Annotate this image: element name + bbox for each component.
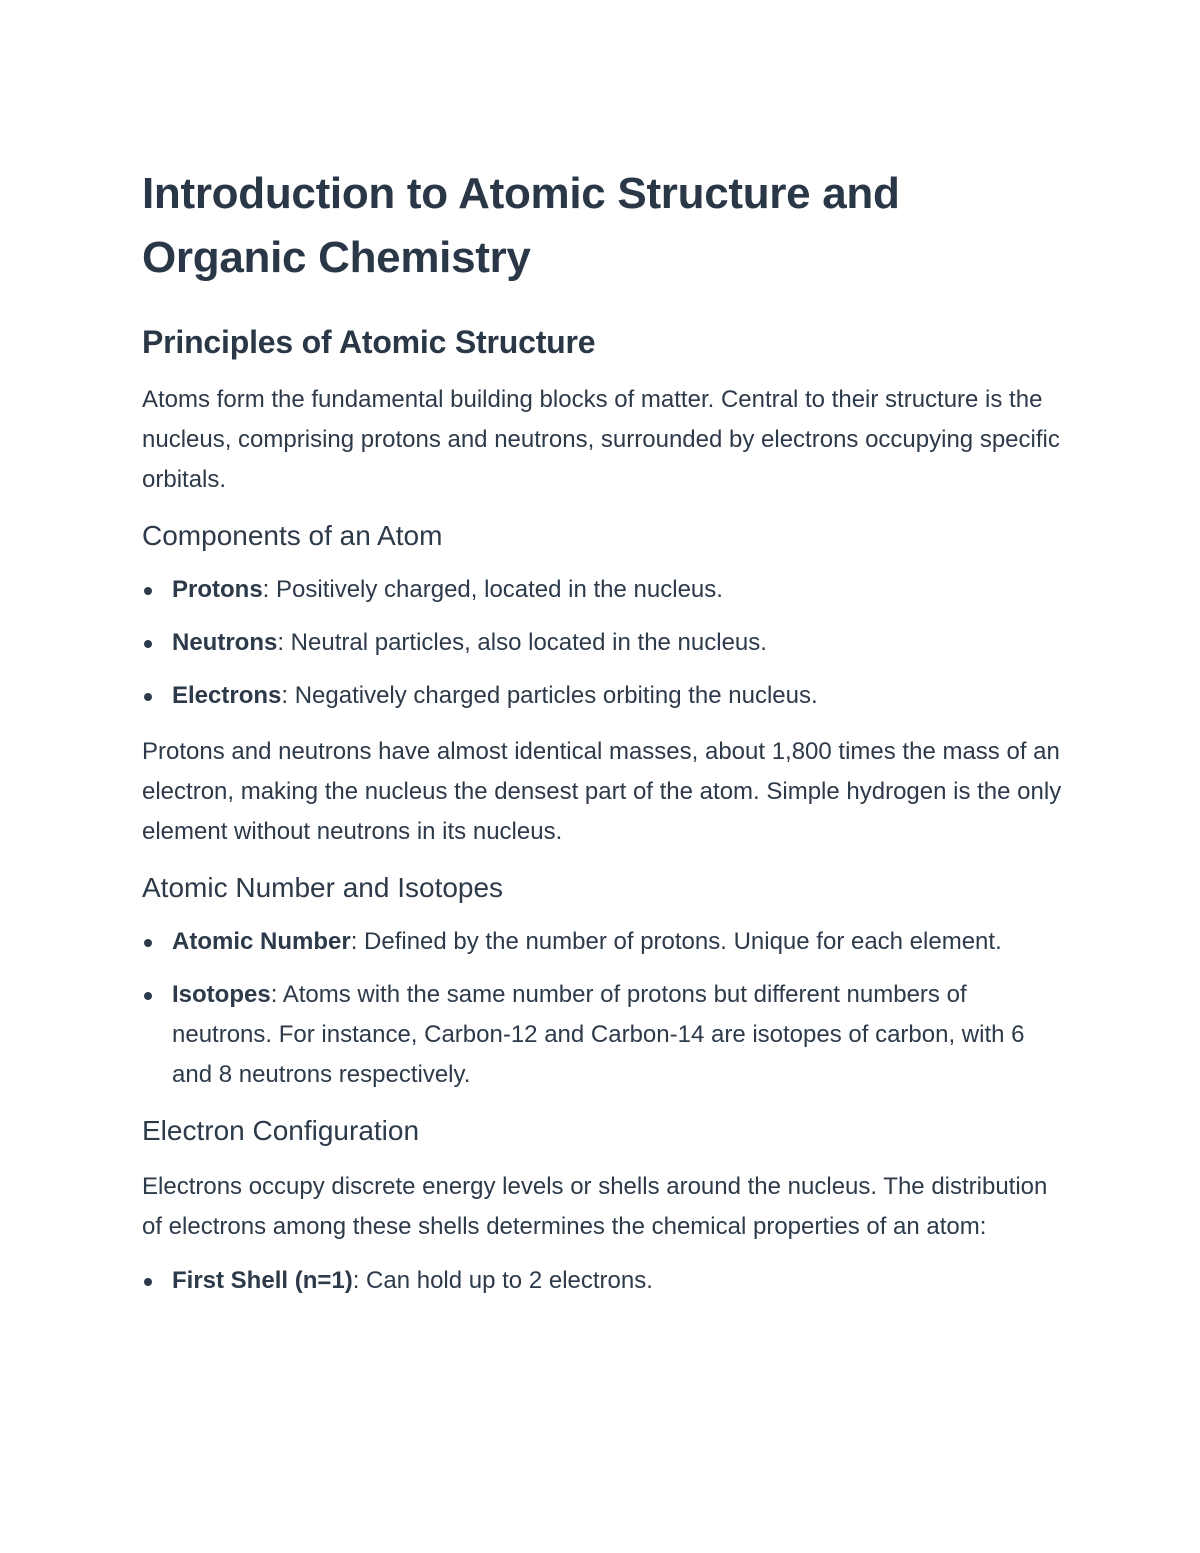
list-item-term: Electrons — [172, 682, 282, 709]
bullet-icon — [144, 640, 152, 648]
list-item-term: Protons — [172, 576, 263, 603]
configuration-heading: Electron Configuration — [142, 1115, 420, 1146]
isotopes-heading: Atomic Number and Isotopes — [142, 872, 504, 903]
intro-paragraph: Atoms form the fundamental building blocks of matter. Central to their structure is the nucleus, comprising protons and neutrons, surrounded by electrons occupying specific orbitals. — [142, 386, 1060, 493]
components-paragraph: Protons and neutrons have almost identical masses, about 1,800 times the mass of an electron, making the nucleus the densest part of the atom. Simple hydrogen is the only element without neutrons in its nucleus. — [142, 738, 1062, 845]
section-heading: Principles of Atomic Structure — [142, 324, 596, 360]
list-item-term: Atomic Number — [172, 928, 351, 955]
list-item-term: First Shell (n=1) — [172, 1267, 353, 1294]
bullet-icon — [144, 587, 152, 595]
list-item-text: : Positively charged, located in the nucleus. — [262, 576, 723, 603]
list-item-text: : Negatively charged particles orbiting the nucleus. — [281, 682, 818, 709]
list-item — [142, 975, 1062, 1095]
list-item — [142, 922, 1062, 962]
list-item-term: Isotopes — [172, 981, 271, 1008]
bullet-icon — [144, 992, 152, 1000]
list-item — [142, 1261, 1062, 1301]
document-page — [142, 162, 1062, 1301]
bullet-icon — [144, 939, 152, 947]
list-item — [142, 623, 1062, 663]
document-title: Introduction to Atomic Structure and Organic Chemistry — [142, 169, 900, 282]
list-item-term: Neutrons — [172, 629, 278, 656]
configuration-list — [142, 1261, 1062, 1301]
bullet-icon — [144, 1278, 152, 1286]
list-item-text: : Neutral particles, also located in the nucleus. — [277, 629, 767, 656]
list-item-text: : Atoms with the same number of protons but different numbers of neutrons. For instance, Carbon-12 and Carbon-14 are isotopes of carbon, with 6 and 8 neutrons respectively. — [172, 981, 1025, 1088]
list-item — [142, 676, 1062, 716]
configuration-paragraph: Electrons occupy discrete energy levels or shells around the nucleus. The distribution of electrons among these shells determines the chemical properties of an atom: — [142, 1173, 1048, 1240]
bullet-icon — [144, 693, 152, 701]
list-item-text: : Can hold up to 2 electrons. — [352, 1267, 653, 1294]
components-heading: Components of an Atom — [142, 520, 443, 551]
isotopes-list — [142, 922, 1062, 1095]
list-item — [142, 570, 1062, 610]
components-list — [142, 570, 1062, 716]
list-item-text: : Defined by the number of protons. Unique for each element. — [350, 928, 1002, 955]
